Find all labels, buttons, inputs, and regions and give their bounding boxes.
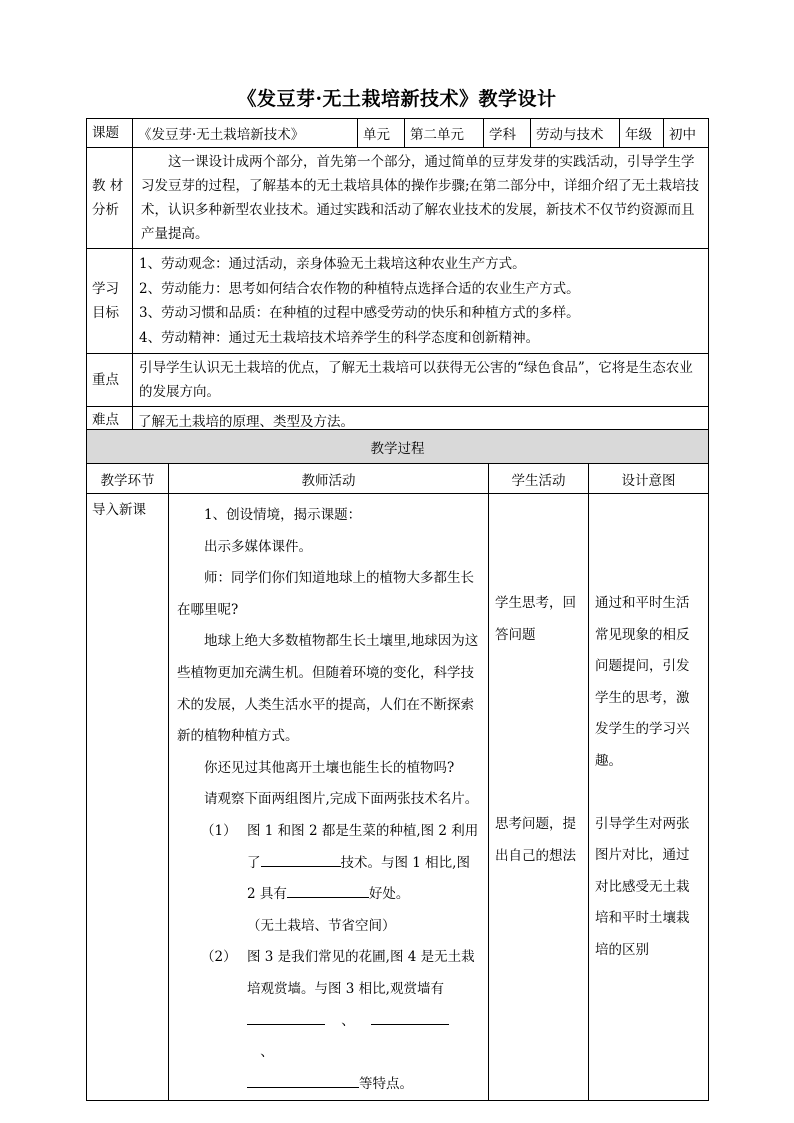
analysis-label-line1: 教 材 [92, 178, 124, 194]
student-answer-1: 学生思考，回 答问题 [495, 595, 576, 643]
question-1-line2: 了 技术。与图 1 相比,图 [177, 848, 480, 880]
teacher-line: 请观察下面两组图片,完成下面两张技术名片。 [204, 791, 479, 808]
page-title: 《发豆芽·无土栽培新技术》教学设计 [237, 88, 557, 110]
goals-label-line2: 目标 [92, 305, 119, 321]
fill-blank[interactable] [247, 1071, 359, 1088]
analysis-label [87, 148, 133, 249]
analysis-text: 这一课设计成两个部分，首先第一个部分，通过简单的豆芽发芽的实践活动，引导学生学习发豆芽的过程，了解基本的无土栽培具体的操作步骤;在第二部分中，详细介绍了无土栽培技术，认识多种新型农业技术。通过实践和活动了解农业技术的发展，新技术不仅节约资源而且产量提高。 [133, 148, 709, 249]
question-2-line3: 、、 [177, 1006, 480, 1069]
question-1-line3: 2 具有 好处。 [177, 879, 480, 911]
grade-value: 初中 [664, 119, 709, 148]
question-2-line4: 等特点。 [177, 1069, 480, 1101]
question-2-line2: 培观赏墙。与图 3 相比,观赏墙有 [247, 980, 444, 997]
teacher-line: 出示多媒体课件。 [204, 538, 312, 555]
topic-value: 《发豆芽·无土栽培新技术》 [133, 119, 358, 148]
subject-label: 学科 [484, 119, 531, 148]
subject-value: 劳动与技术 [531, 119, 620, 148]
header-stage: 教学环节 [87, 464, 169, 494]
question-2 [177, 942, 480, 974]
question-2-line1: 图 3 是我们常见的花圃,图 4 是无土栽 [247, 949, 475, 966]
design-intent [589, 494, 709, 1101]
teacher-explanation: 地球上绝大多数植物都生长土壤里,地球因为这些植物更加充满生机。但随着环境的变化，科学技术的发展，人类生活水平的提高，人们在不断探索新的植物种植方式。 [177, 633, 479, 745]
topic-label: 课题 [87, 119, 133, 148]
intent-1: 通过和平时生活 常见现象的相反 问题提问，引发 学生的思考，激 发学生的学习兴 趣。 [595, 595, 690, 769]
goal-item: 1、劳动观念：通过活动，亲身体验无土栽培这种农业生产方式。 [139, 256, 526, 272]
unit-label: 单元 [358, 119, 405, 148]
difficulty-text: 了解无土栽培的原理、类型及方法。 [133, 407, 709, 433]
intent-2: 引导学生对两张 图片对比，通过 对比感受无土栽 培和平时土壤栽 培的区别 [595, 815, 690, 958]
analysis-label-line2: 分析 [92, 202, 119, 218]
question-1-line1: 图 1 和图 2 都是生菜的种植,图 2 利用 [247, 822, 479, 839]
process-table [86, 429, 709, 1101]
fill-blank[interactable] [261, 850, 341, 867]
question-2-number: （2） [201, 949, 237, 966]
process-section-title: 教学过程 [87, 430, 709, 464]
goal-item: 3、劳动习惯和品质：在种植的过程中感受劳动的快乐和种植方式的多样。 [139, 305, 580, 321]
goals-label [87, 249, 133, 354]
info-table [86, 118, 709, 433]
key-text: 引导学生认识无土栽培的优点，了解无土栽培可以获得无公害的“绿色食品”，它将是生态农业的发展方向。 [133, 354, 709, 407]
grade-label: 年级 [620, 119, 664, 148]
teacher-line: 你还见过其他离开土壤也能生长的植物吗? [204, 759, 455, 776]
teacher-activity [169, 494, 489, 1101]
unit-value: 第二单元 [405, 119, 484, 148]
student-answer-2: 思考问题，提 出自己的想法 [495, 816, 576, 864]
header-student: 学生活动 [489, 464, 589, 494]
student-activity [489, 494, 589, 1101]
fill-blank[interactable] [371, 1008, 449, 1025]
header-teacher: 教师活动 [169, 464, 489, 494]
teacher-step-title: 1、创设情境，揭示课题： [204, 507, 362, 523]
stage-name: 导入新课 [87, 494, 169, 1101]
fill-blank[interactable] [287, 881, 369, 898]
question-1-number: （1） [201, 822, 237, 839]
goal-item: 4、劳动精神：通过无土栽培技术培养学生的科学态度和创新精神。 [139, 329, 540, 346]
header-intent: 设计意图 [589, 464, 709, 494]
goal-item: 2、劳动能力：思考如何结合农作物的种植特点选择合适的农业生产方式。 [139, 280, 580, 297]
teacher-question: 师：同学们你们知道地球上的植物大多都生长在哪里呢? [177, 570, 474, 618]
fill-blank[interactable] [247, 1008, 325, 1025]
goals-list [133, 249, 709, 354]
difficulty-label: 难点 [87, 407, 133, 433]
goals-label-line1: 学习 [92, 281, 119, 297]
question-1 [177, 816, 480, 848]
question-1-answer: （无土栽培、节省空间） [247, 917, 396, 934]
key-label: 重点 [87, 354, 133, 407]
